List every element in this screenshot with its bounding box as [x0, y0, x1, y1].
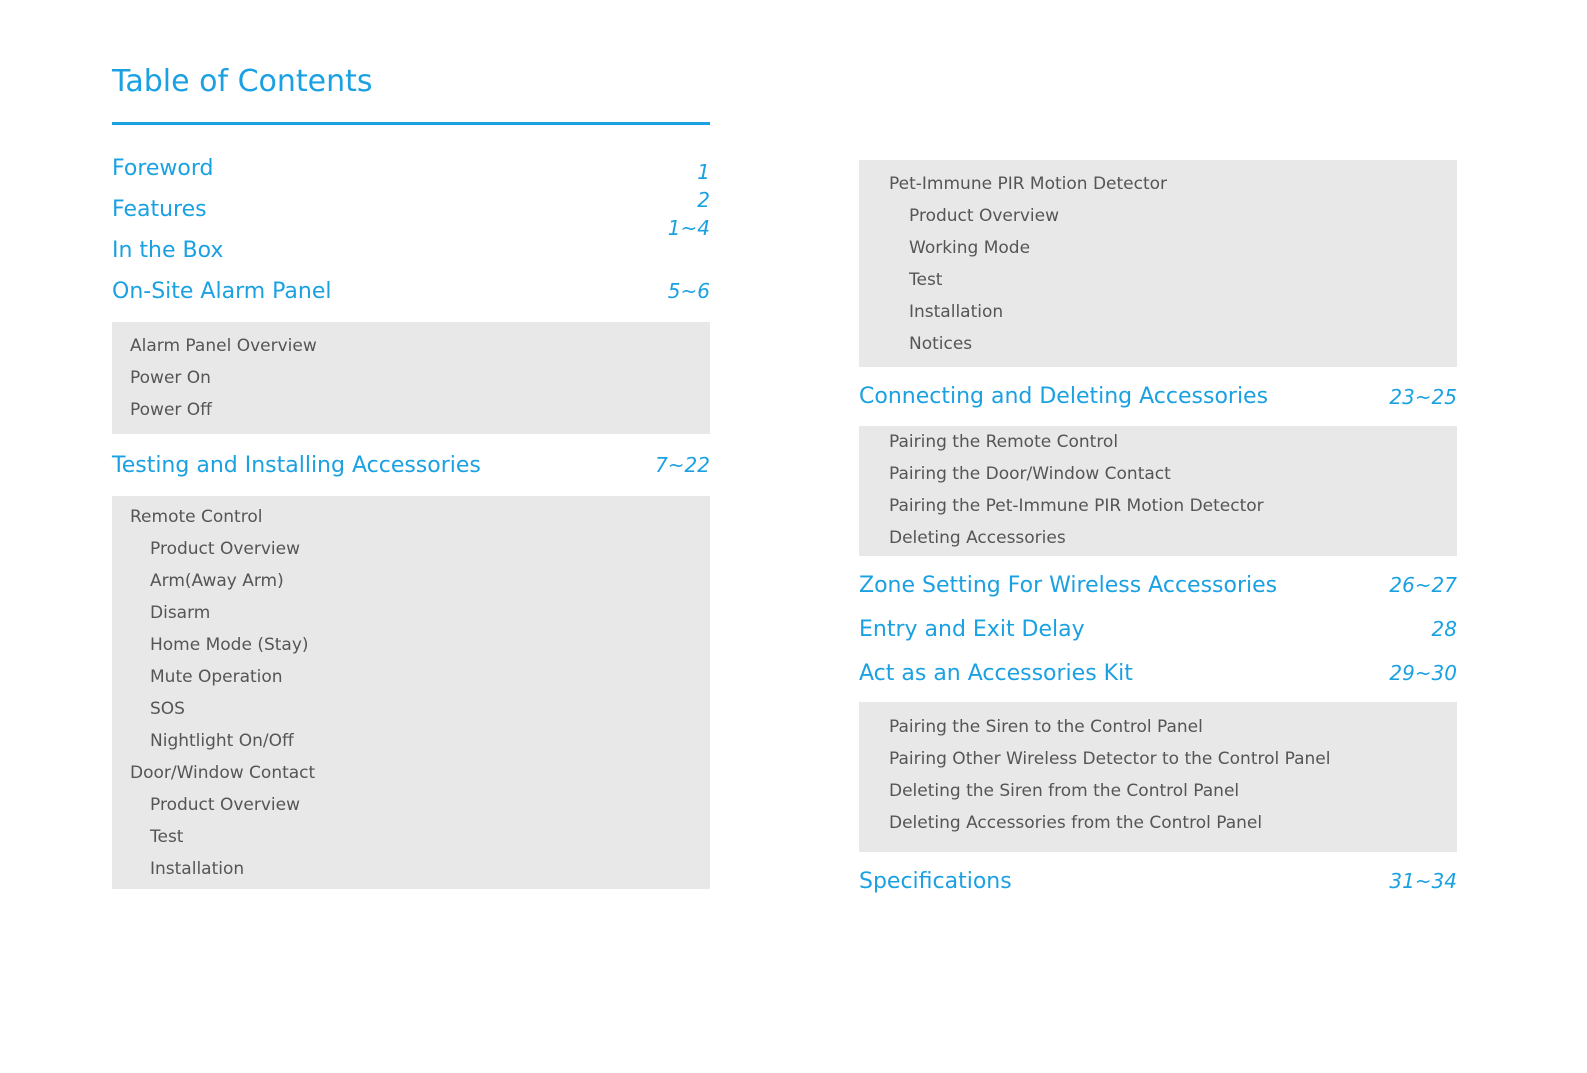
- toc-right-column: [859, 160, 1457, 910]
- toc-kit-page: 29~30: [1389, 661, 1457, 685]
- toc-item[interactable]: Mute Operation: [150, 667, 283, 687]
- toc-testing-page: 7~22: [655, 453, 710, 477]
- toc-entry[interactable]: [859, 614, 1457, 644]
- toc-item[interactable]: Deleting the Siren from the Control Panel: [889, 781, 1240, 801]
- toc-item[interactable]: Pairing the Siren to the Control Panel: [889, 717, 1203, 737]
- toc-in-the-box-page: 1~4: [667, 216, 710, 240]
- toc-item[interactable]: Pairing the Door/Window Contact: [889, 464, 1171, 484]
- toc-item[interactable]: Deleting Accessories from the Control Panel: [889, 813, 1263, 833]
- toc-item[interactable]: Test: [909, 270, 943, 290]
- toc-item[interactable]: Pet-Immune PIR Motion Detector: [889, 174, 1168, 194]
- toc-item[interactable]: Home Mode (Stay): [150, 635, 309, 655]
- toc-item[interactable]: Nightlight On/Off: [150, 731, 294, 751]
- toc-specs-label: Specifications: [859, 868, 1012, 894]
- toc-item[interactable]: Pairing the Remote Control: [889, 432, 1119, 452]
- toc-features-page: 2: [697, 188, 710, 212]
- toc-onsite-label: On-Site Alarm Panel: [112, 279, 332, 304]
- toc-item[interactable]: Power On: [130, 368, 211, 388]
- connecting-subsection-box: [859, 426, 1457, 556]
- toc-testing[interactable]: [112, 434, 710, 496]
- toc-features[interactable]: Features: [112, 197, 207, 222]
- toc-foreword[interactable]: Foreword: [112, 156, 214, 181]
- toc-kit-label: Act as an Accessories Kit: [859, 660, 1133, 686]
- toc-item[interactable]: Working Mode: [909, 238, 1031, 258]
- kit-subsection-box: [859, 702, 1457, 852]
- toc-connecting-page: 23~25: [1389, 384, 1457, 409]
- toc-item[interactable]: Alarm Panel Overview: [130, 336, 317, 356]
- toc-zone-label: Zone Setting For Wireless Accessories: [859, 572, 1278, 598]
- toc-entry-page: 28: [1431, 617, 1457, 641]
- toc-item[interactable]: Remote Control: [130, 507, 263, 527]
- testing-subsection-box: [112, 496, 710, 889]
- toc-in-the-box[interactable]: In the Box: [112, 238, 224, 263]
- toc-top-sections: [112, 152, 710, 314]
- title-divider: [112, 122, 710, 125]
- toc-left-column: [112, 152, 710, 889]
- toc-entry-label: Entry and Exit Delay: [859, 616, 1085, 642]
- toc-specs-page: 31~34: [1389, 869, 1457, 893]
- toc-specs[interactable]: [859, 852, 1457, 910]
- toc-zone[interactable]: [859, 556, 1457, 614]
- toc-item[interactable]: Product Overview: [150, 795, 300, 815]
- toc-item[interactable]: Installation: [909, 302, 1004, 322]
- toc-testing-label: Testing and Installing Accessories: [112, 452, 481, 478]
- toc-item[interactable]: Test: [150, 827, 184, 847]
- toc-item[interactable]: Pairing Other Wireless Detector to the Control Panel: [889, 749, 1331, 769]
- toc-item[interactable]: Disarm: [150, 603, 211, 623]
- toc-foreword-page: 1: [697, 160, 710, 184]
- toc-item[interactable]: Product Overview: [150, 539, 300, 559]
- onsite-subsection-box: [112, 322, 710, 434]
- page-title: Table of Contents: [112, 64, 373, 99]
- toc-onsite[interactable]: [112, 279, 710, 304]
- toc-item[interactable]: Deleting Accessories: [889, 528, 1066, 548]
- toc-onsite-page: 5~6: [667, 279, 710, 303]
- toc-kit[interactable]: [859, 644, 1457, 702]
- toc-zone-page: 26~27: [1389, 573, 1457, 597]
- toc-item[interactable]: Installation: [150, 859, 245, 879]
- toc-item[interactable]: Door/Window Contact: [130, 763, 316, 783]
- toc-item[interactable]: Notices: [909, 334, 973, 354]
- toc-item[interactable]: Product Overview: [909, 206, 1059, 226]
- toc-item[interactable]: Arm(Away Arm): [150, 571, 284, 591]
- toc-item[interactable]: Pairing the Pet-Immune PIR Motion Detector: [889, 496, 1264, 516]
- toc-item[interactable]: Power Off: [130, 400, 212, 420]
- pir-subsection-box: [859, 160, 1457, 367]
- toc-connecting[interactable]: [859, 367, 1457, 426]
- toc-connecting-label: Connecting and Deleting Accessories: [859, 384, 1269, 409]
- toc-item[interactable]: SOS: [150, 699, 185, 719]
